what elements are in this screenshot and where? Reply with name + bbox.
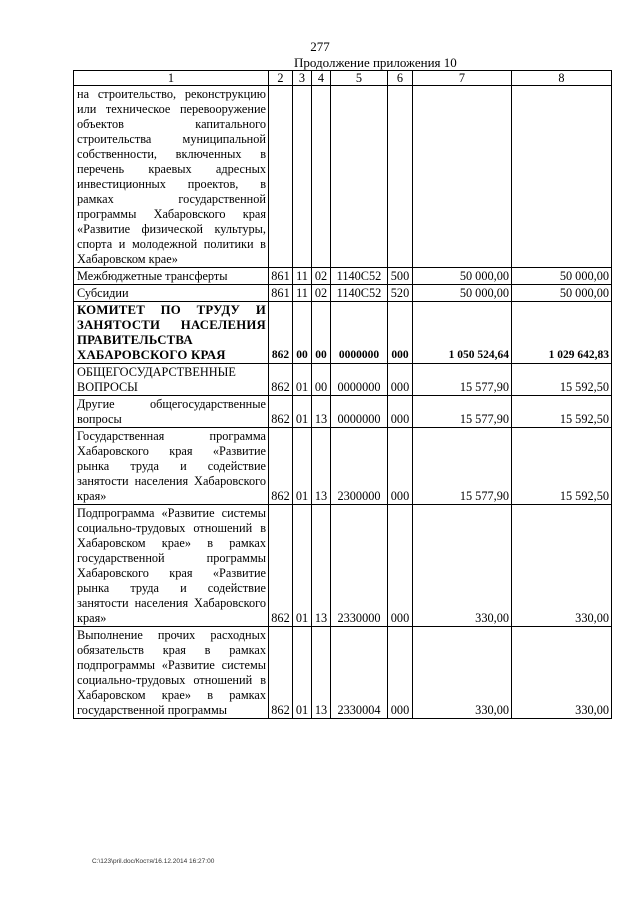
cell-target-code: [331, 86, 388, 268]
table-row: [74, 505, 612, 627]
cell-amount-2: 15 592,50: [512, 364, 612, 396]
cell-amount-1: 15 577,90: [413, 364, 512, 396]
row-name: Выполнение прочих расходных обязательств края в рамках подпрограммы «Развитие системы социально-трудовых отношений в Хабаровском крае» в рамках государственной программы: [74, 627, 269, 719]
cell-section: 01: [293, 428, 312, 505]
cell-subsection: 13: [312, 396, 331, 428]
table-row: [74, 302, 612, 364]
cell-ved: 862: [269, 364, 293, 396]
cell-amount-2: 15 592,50: [512, 396, 612, 428]
cell-expense-type: 520: [388, 285, 413, 302]
budget-table: [73, 70, 612, 719]
row-name: Межбюджетные трансферты: [74, 268, 269, 285]
column-header: 5: [331, 71, 388, 86]
row-name: КОМИТЕТ ПО ТРУДУ И ЗАНЯТОСТИ НАСЕЛЕНИЯ ПРАВИТЕЛЬСТВА ХАБАРОВСКОГО КРАЯ: [74, 302, 269, 364]
cell-section: 11: [293, 285, 312, 302]
file-path-footer: C:\123\pril.doc/Костя/16.12.2014 16:27:00: [92, 858, 215, 865]
cell-amount-1: 1 050 524,64: [413, 302, 512, 364]
cell-expense-type: 000: [388, 505, 413, 627]
cell-section: 11: [293, 268, 312, 285]
cell-amount-2: 330,00: [512, 505, 612, 627]
cell-expense-type: 000: [388, 364, 413, 396]
cell-ved: 861: [269, 268, 293, 285]
cell-amount-1: 15 577,90: [413, 396, 512, 428]
cell-expense-type: 000: [388, 428, 413, 505]
cell-amount-1: [413, 86, 512, 268]
cell-amount-2: 50 000,00: [512, 268, 612, 285]
column-header: 7: [413, 71, 512, 86]
cell-subsection: 13: [312, 505, 331, 627]
column-header: 4: [312, 71, 331, 86]
row-name: ОБЩЕГОСУДАРСТВЕННЫЕ ВОПРОСЫ: [74, 364, 269, 396]
cell-section: 01: [293, 505, 312, 627]
cell-ved: 862: [269, 302, 293, 364]
cell-subsection: 13: [312, 627, 331, 719]
cell-ved: 862: [269, 396, 293, 428]
cell-ved: 862: [269, 428, 293, 505]
column-header: 8: [512, 71, 612, 86]
cell-expense-type: 500: [388, 268, 413, 285]
cell-subsection: 02: [312, 268, 331, 285]
cell-amount-2: 15 592,50: [512, 428, 612, 505]
cell-ved: 862: [269, 505, 293, 627]
cell-amount-1: 50 000,00: [413, 285, 512, 302]
column-header: 6: [388, 71, 413, 86]
cell-target-code: 1140С52: [331, 285, 388, 302]
column-header: 1: [74, 71, 269, 86]
row-name: Другие общегосударственные вопросы: [74, 396, 269, 428]
cell-target-code: 2330000: [331, 505, 388, 627]
column-header: 3: [293, 71, 312, 86]
cell-expense-type: 000: [388, 627, 413, 719]
header-row: [74, 71, 612, 86]
cell-target-code: 0000000: [331, 364, 388, 396]
cell-section: 00: [293, 302, 312, 364]
table-row: [74, 285, 612, 302]
cell-amount-2: 1 029 642,83: [512, 302, 612, 364]
cell-amount-1: 50 000,00: [413, 268, 512, 285]
continuation-caption: Продолжение приложения 10: [294, 55, 457, 70]
row-name: на строительство, реконструкцию или техническое перевооружение объектов капитального строительства муниципальной собственности, включенных в перечень краевых адресных инвестиционных проектов, в рамках государственной программы Хабаровского края «Развитие физической культуры, спорта и молодежной политики в Хабаровском крае»: [74, 86, 269, 268]
cell-expense-type: 000: [388, 396, 413, 428]
cell-amount-2: 50 000,00: [512, 285, 612, 302]
table-row: [74, 86, 612, 268]
column-header: 2: [269, 71, 293, 86]
cell-expense-type: [388, 86, 413, 268]
cell-ved: [269, 86, 293, 268]
cell-amount-2: 330,00: [512, 627, 612, 719]
cell-target-code: 0000000: [331, 396, 388, 428]
cell-amount-1: 15 577,90: [413, 428, 512, 505]
cell-subsection: [312, 86, 331, 268]
page-number: 277: [310, 39, 330, 54]
row-name: Подпрограмма «Развитие системы социально-трудовых отношений в Хабаровском крае» в рамках государственной программы Хабаровского края «Развитие рынка труда и содействие занятости населения Хабаровского края»: [74, 505, 269, 627]
cell-target-code: 2300000: [331, 428, 388, 505]
row-name: Субсидии: [74, 285, 269, 302]
cell-amount-2: [512, 86, 612, 268]
cell-target-code: 0000000: [331, 302, 388, 364]
cell-section: 01: [293, 627, 312, 719]
cell-section: [293, 86, 312, 268]
table-row: [74, 364, 612, 396]
cell-target-code: 1140С52: [331, 268, 388, 285]
cell-ved: 862: [269, 627, 293, 719]
table-row: [74, 396, 612, 428]
cell-amount-1: 330,00: [413, 627, 512, 719]
cell-target-code: 2330004: [331, 627, 388, 719]
cell-section: 01: [293, 364, 312, 396]
table-row: [74, 428, 612, 505]
cell-amount-1: 330,00: [413, 505, 512, 627]
row-name: Государственная программа Хабаровского края «Развитие рынка труда и содействие занятости населения Хабаровского края»: [74, 428, 269, 505]
cell-subsection: 13: [312, 428, 331, 505]
cell-ved: 861: [269, 285, 293, 302]
table-row: [74, 627, 612, 719]
cell-expense-type: 000: [388, 302, 413, 364]
table-row: [74, 268, 612, 285]
cell-subsection: 00: [312, 364, 331, 396]
cell-section: 01: [293, 396, 312, 428]
cell-subsection: 02: [312, 285, 331, 302]
cell-subsection: 00: [312, 302, 331, 364]
